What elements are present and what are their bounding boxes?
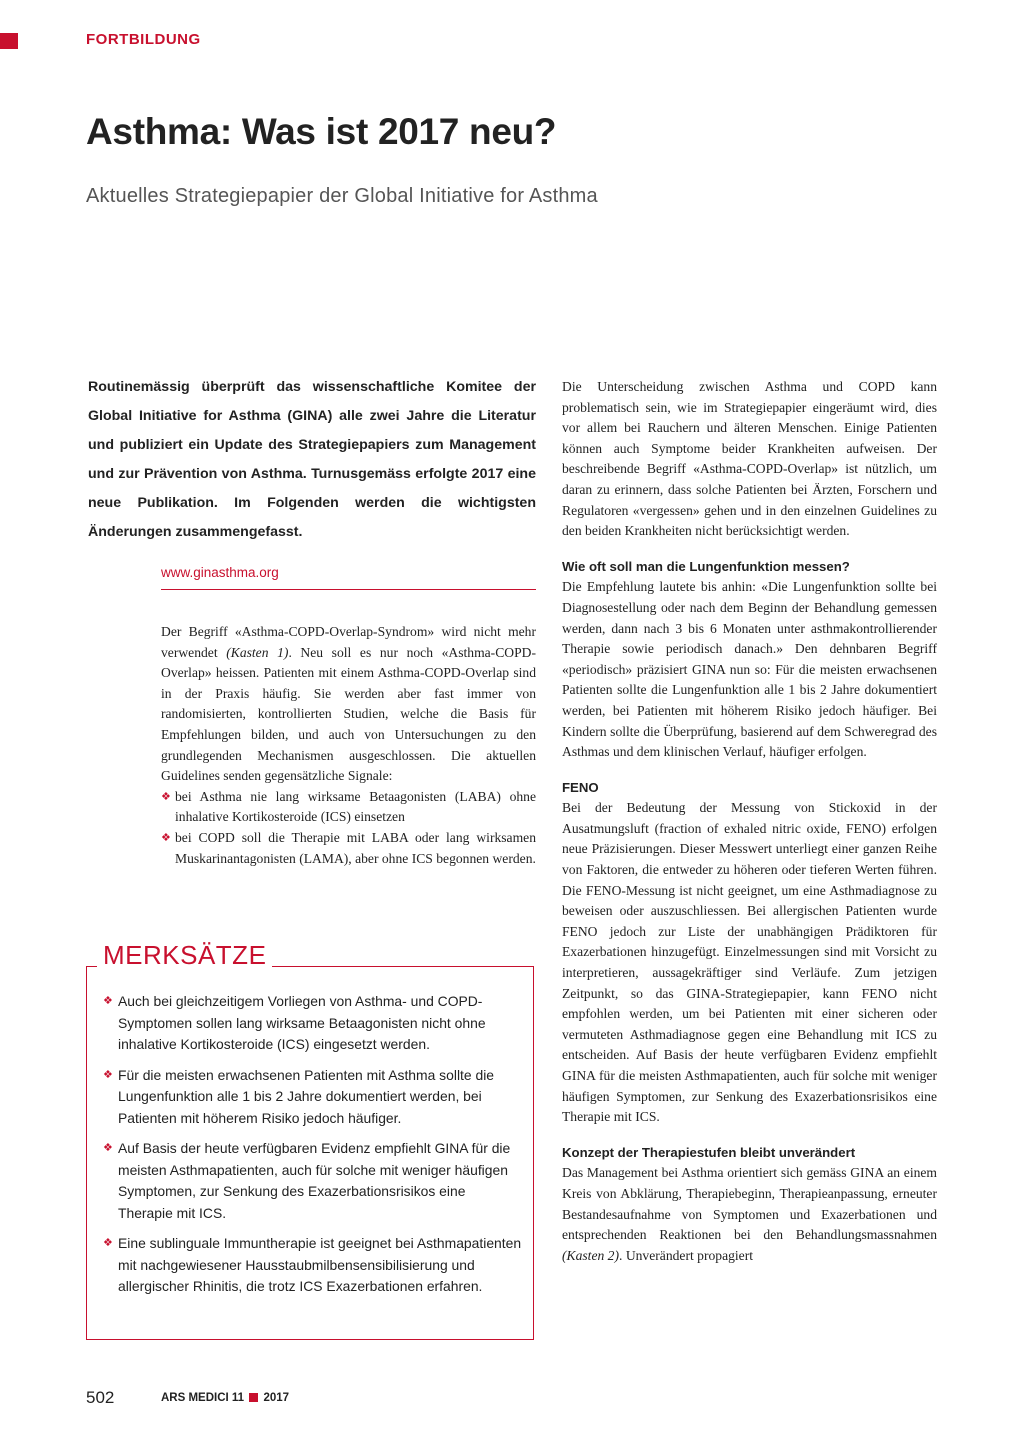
- box-reference: (Kasten 1): [226, 644, 289, 660]
- list-item-text: Auf Basis der heute verfügbaren Evidenz empfiehlt GINA für die meisten Asthmapatienten, auch für solche mit weniger häufigen Symptomen, zur Senkung des Exazerbationsrisikos eine Therapie mit ICS.: [118, 1140, 511, 1221]
- article-lead: Routinemässig überprüft das wissenschaftliche Komitee der Global Initiative for Asthma (GINA) alle zwei Jahre die Literatur und publiziert ein Update des Strategiepapiers zum Management und zur Prävention von Asthma. Turnusgemäss erfolgte 2017 eine neue Publikation. Im Folgenden werden die wichtigsten Änderungen zusammengefasst.: [88, 379, 536, 540]
- text-span: . Unverändert propagiert: [619, 1247, 754, 1263]
- publication-info: [161, 1392, 289, 1404]
- column-right: [562, 377, 937, 1266]
- subheading: Wie oft soll man die Lungenfunktion messen?: [562, 558, 850, 574]
- list-item: [103, 991, 523, 1056]
- spacer: [562, 542, 937, 557]
- square-icon: [249, 1393, 258, 1402]
- merksaetze-title: MERKSÄTZE: [97, 940, 272, 971]
- list-item-text: bei Asthma nie lang wirksame Betaagonisten (LABA) ohne inhalative Kortikosteroide (ICS) einsetzen: [175, 788, 536, 825]
- spacer: [562, 763, 937, 778]
- diamond-bullet-icon: ❖: [161, 790, 171, 803]
- list-item: [161, 787, 536, 828]
- diamond-bullet-icon: ❖: [103, 1142, 113, 1154]
- list-item-text: bei COPD soll die Therapie mit LABA oder lang wirksamen Muskarinantagonisten (LAMA), aber ohne ICS begonnen werden.: [175, 829, 536, 866]
- list-item: [161, 828, 536, 869]
- subheading: FENO: [562, 779, 599, 795]
- section-marker: [0, 33, 18, 49]
- list-item: [103, 1065, 523, 1130]
- subheading: Konzept der Therapiestufen bleibt unverändert: [562, 1144, 856, 1160]
- diamond-bullet-icon: ❖: [103, 995, 113, 1007]
- diamond-bullet-icon: ❖: [103, 1068, 113, 1081]
- page-number: 502: [86, 1388, 115, 1407]
- diamond-bullet-icon: ❖: [161, 831, 171, 844]
- list-item-text: Auch bei gleichzeitigem Vorliegen von Asthma- und COPD-Symptomen sollen lang wirksame Betaagonisten nicht ohne inhalative Kortikosteroide (ICS) eingesetzt werden.: [118, 993, 486, 1052]
- article-title: Asthma: Was ist 2017 neu?: [86, 111, 557, 152]
- article-subtitle: Aktuelles Strategiepapier der Global Initiative for Asthma: [86, 185, 598, 207]
- paragraph: [562, 1163, 937, 1266]
- link-underline: [161, 589, 536, 590]
- list-item: [103, 1138, 523, 1224]
- section-label: FORTBILDUNG: [86, 31, 201, 48]
- list-item-text: Für die meisten erwachsenen Patienten mit Asthma sollte die Lungenfunktion alle 1 bis 2 Jahre dokumentiert werden, bei Patienten mit höherem Risiko jedoch häufiger.: [118, 1066, 495, 1126]
- box-reference: (Kasten 2): [562, 1247, 620, 1263]
- diamond-bullet-icon: ❖: [103, 1237, 113, 1249]
- publication-year: 2017: [263, 1392, 290, 1404]
- list-item: [103, 1233, 523, 1298]
- source-link[interactable]: www.ginasthma.org: [161, 565, 279, 580]
- paragraph: [161, 622, 536, 787]
- list-item-text: Eine sublinguale Immuntherapie ist geeignet bei Asthmapatienten mit nachgewiesener Hausstaubmilbensensibilisierung und allergischer Rhinitis, die trotz ICS Exazerbationen erfahren.: [118, 1235, 522, 1294]
- text-span: . Neu soll es nur noch «Asthma-COPD-Overlap» heissen. Patienten mit einem Asthma-COPD-Overlap sind in der Praxis häufig. Sie werden aber fast immer von randomisierten, kontrollierten Studien, welche die Basis für Empfehlungen bilden, und auch von Untersuchungen zu den grundlegenden Mechanismen ausgeschlossen. Die aktuellen Guidelines senden gegensätzliche Signale:: [161, 644, 536, 784]
- paragraph: Die Empfehlung lautete bis anhin: «Die Lungenfunktion sollte bei Diagnosestellung oder nach dem Beginn der Behandlung gemessen werden, dann nach 3 bis 6 Monaten unter asthmakontrollierender Therapie sowie periodisch danach.» Den dehnbaren Begriff «periodisch» präzisiert GINA nun so: Für die meisten erwachsenen Patienten sollte die Lungenfunktion alle 1 bis 2 Jahre dokumentiert werden, bei Patienten mit höherem Risiko jedoch häufiger. Bei Kindern sollte die Überprüfung, basierend auf dem Schweregrad des Asthmas und dem klinischen Verlauf, häufiger erfolgen.: [562, 579, 937, 760]
- paragraph: Bei der Bedeutung der Messung von Stickoxid in der Ausatmungsluft (fraction of exhaled nitric oxide, FENO) erfolgen neue Präzisierungen. Dieser Messwert unterliegt einer ganzen Reihe von Faktoren, die entweder zu höheren oder tieferen Werten führen. Die FENO-Messung ist nicht geeignet, um eine Asthmadiagnose zu beweisen oder auszuschliessen. Bei allergischen Patienten wurde FENO jedoch zur Liste der unabhängigen Prädiktoren für Exazerbationen hinzugefügt. Einzelmessungen sind mit Vorsicht zu interpretieren, aussagekräftiger sind Verläufe. Zum jetzigen Zeitpunkt, so das GINA-Strategiepapier, kann FENO nicht empfohlen werden, um bei Patienten mit einer sicheren oder vermuteten Asthmadiagnose gegen eine Behandlung mit ICS zu entscheiden. Auf Basis der heute verfügbaren Evidenz empfiehlt GINA für die meisten Asthmapatienten, auch für solche mit weniger häufigen Symptomen, zur Senkung des Exazerbationsrisikos eine Therapie mit ICS.: [562, 800, 937, 1125]
- text-span: Das Management bei Asthma orientiert sich gemäss GINA an einem Kreis von Abklärung, Therapiebeginn, Therapieanpassung, erneuter Bestandesaufnahme von Symptomen und Exazerbationen und entsprechenden Reaktionen bei den Behandlungsmassnahmen: [562, 1165, 937, 1243]
- spacer: [562, 1128, 937, 1143]
- paragraph: Die Unterscheidung zwischen Asthma und COPD kann problematisch sein, wie im Strategiepapier eingeräumt wird, dies vor allem bei Rauchern und älteren Menschen. Einige Patienten können auch Symptome beider Krankheiten aufweisen. Der beschreibende Begriff «Asthma-COPD-Overlap» ist nützlich, um daran zu erinnern, dass solche Patienten bei Ärzten, Forschern und Regulatoren «vergessen» gehen und in den einzelnen Guidelines zu den beiden Krankheiten nicht berücksichtigt werden.: [562, 379, 937, 539]
- publication-name: ARS MEDICI 11: [161, 1392, 245, 1404]
- bullet-list: [161, 787, 536, 869]
- text-span: Der Begriff «Asthma-COPD-Overlap-Syndrom» wird nicht mehr verwendet: [161, 624, 536, 660]
- column-left: [161, 622, 536, 869]
- merksaetze-list: [103, 991, 523, 1307]
